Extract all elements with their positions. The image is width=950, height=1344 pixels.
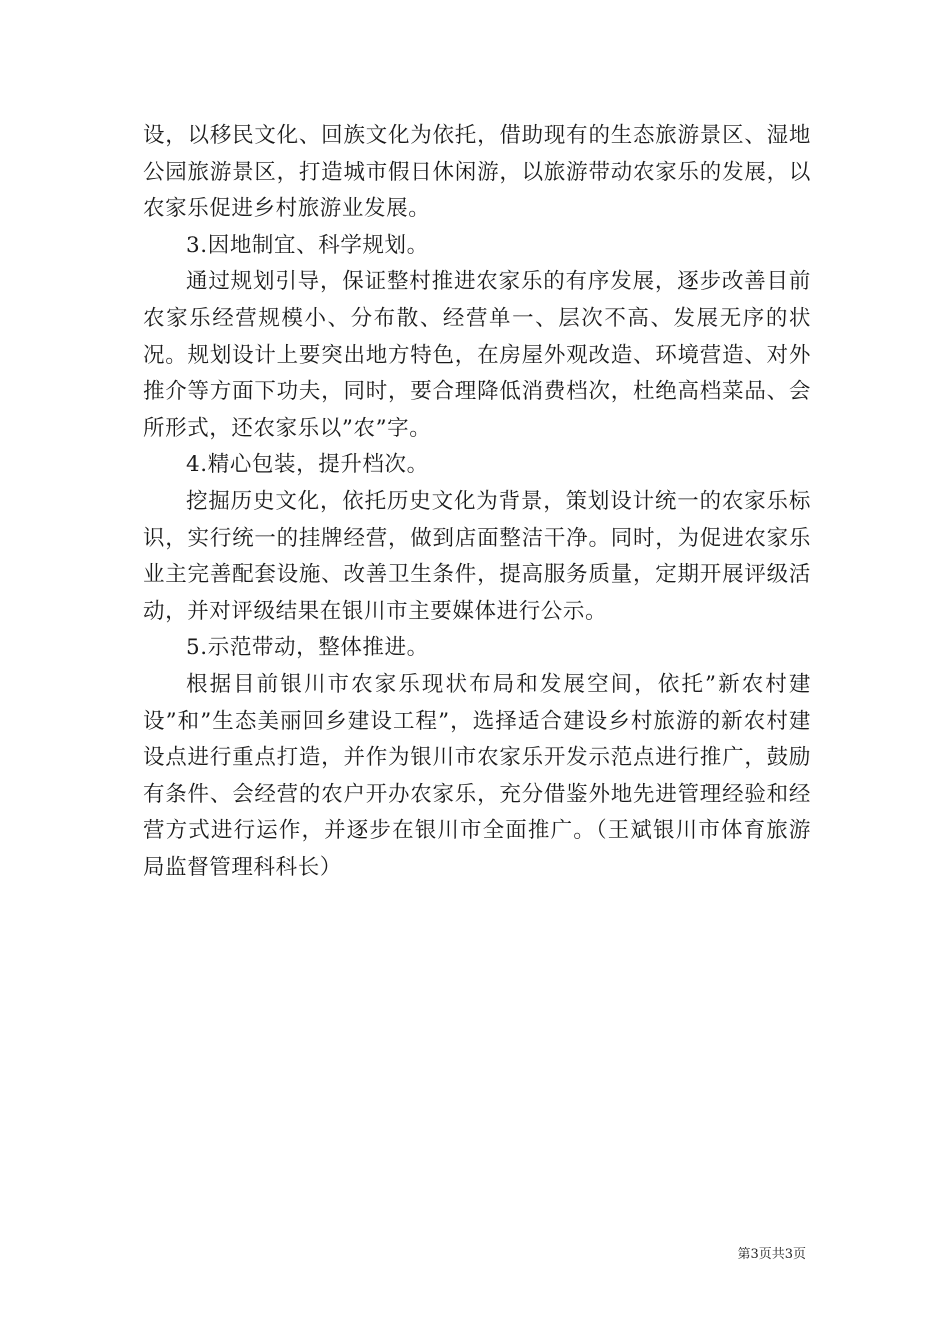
document-body [143,118,811,886]
paragraph-demonstration: 根据目前银川市农家乐现状布局和发展空间，依托”新农村建设”和”生态美丽回乡建设工程”，选择适合建设乡村旅游的新农村建设点进行重点打造，并作为银川市农家乐开发示范点进行推广，鼓励有条件、会经营的农户开办农家乐，充分借鉴外地先进管理经验和经营方式进行运作，并逐步在银川市全面推广。（王斌银川市体育旅游局监督管理科科长） [143,671,811,880]
paragraph-planning: 通过规划引导，保证整村推进农家乐的有序发展，逐步改善目前农家乐经营规模小、分布散、经营单一、层次不高、发展无序的状况。规划设计上要突出地方特色，在房屋外观改造、环境营造、对外推介等方面下功夫，同时，要合理降低消费档次，杜绝高档菜品、会所形式，还农家乐以”农”字。 [143,269,811,441]
page-number: 第3页共3页 [737,1247,806,1262]
paragraph-packaging: 挖掘历史文化，依托历史文化为背景，策划设计统一的农家乐标识，实行统一的挂牌经营，做到店面整洁干净。同时，为促进农家乐业主完善配套设施、改善卫生条件，提高服务质量，定期开展评级活动，并对评级结果在银川市主要媒体进行公示。 [143,488,811,624]
heading-section-4: 4.精心包装，提升档次。 [186,452,429,478]
heading-section-5: 5.示范带动，整体推进。 [186,635,429,661]
heading-section-3: 3.因地制宜、科学规划。 [186,232,429,258]
paragraph-continuation: 设，以移民文化、回族文化为依托，借助现有的生态旅游景区、湿地公园旅游景区，打造城市假日休闲游，以旅游带动农家乐的发展，以农家乐促进乡村旅游业发展。 [143,123,811,222]
